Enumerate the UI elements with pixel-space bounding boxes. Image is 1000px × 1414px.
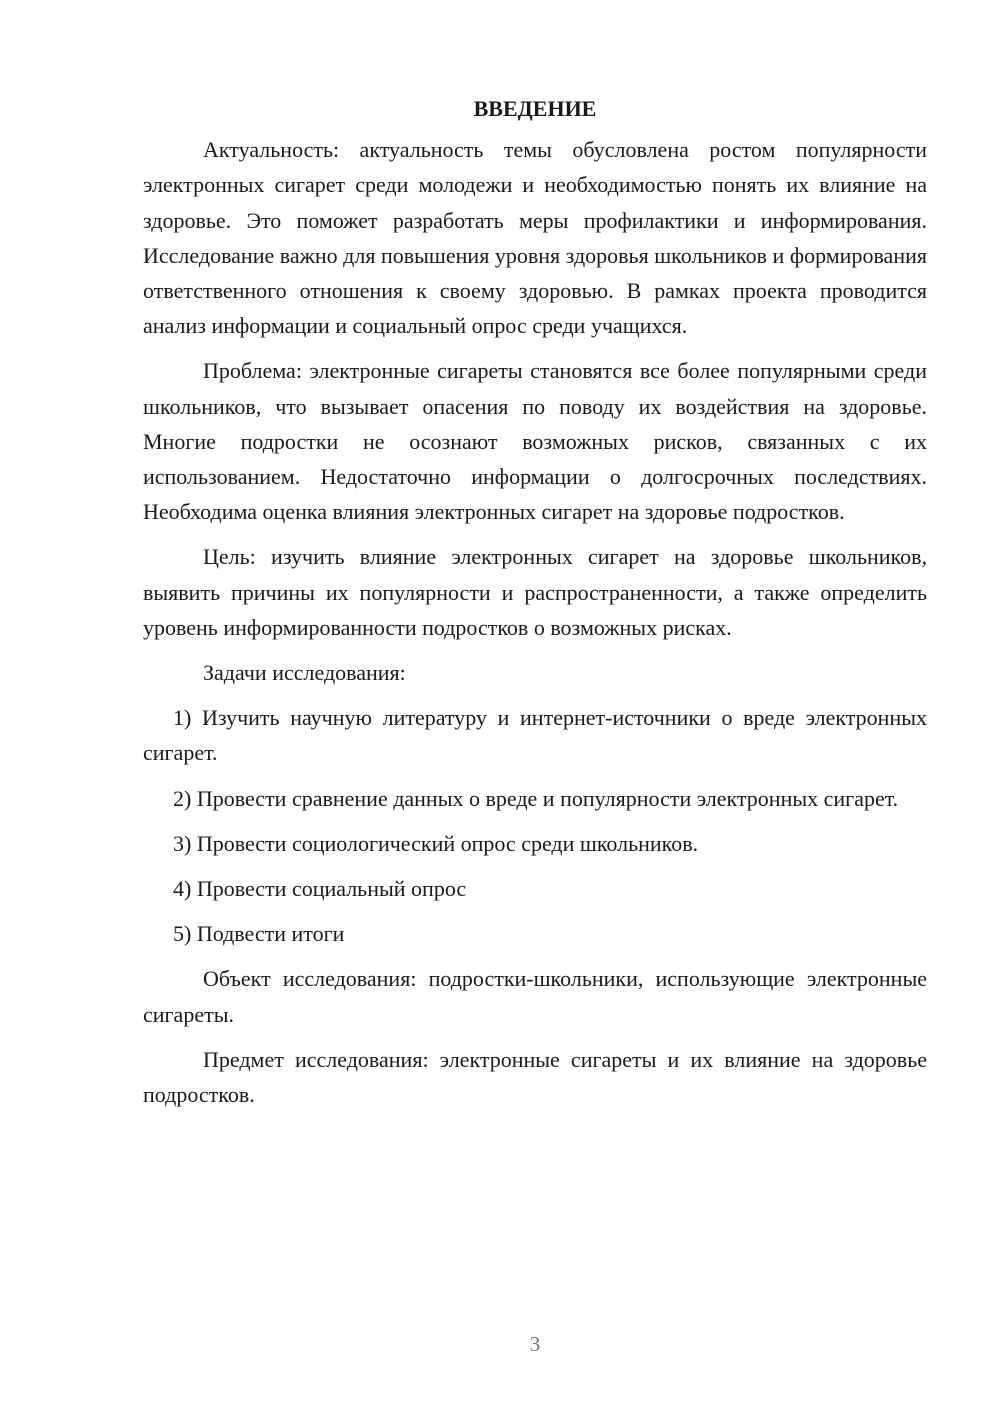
task-item-4: 4) Провести социальный опрос	[173, 876, 467, 902]
section-title: ВВЕДЕНИЕ	[473, 96, 597, 121]
paragraph-problem: Проблема: электронные сигареты становятся все более популярными среди школьников, что вызывает опасения по поводу их воздействия на здоровье. Многие подростки не осознают возможных рисков, связанных с их использованием. Недостаточно информации о долгосрочных последствиях. Необходима оценка влияния электронных сигарет на здоровье подростков.	[143, 358, 927, 525]
paragraph-relevance: Актуальность: актуальность темы обусловлена ростом популярности электронных сигарет среди молодежи и необходимостью понять их влияние на здоровье. Это поможет разработать меры профилактики и информирования. Исследование важно для повышения уровня здоровья школьников и формирования ответственного отношения к своему здоровью. В рамках проекта проводится анализ информации и социальный опрос среди учащихся.	[143, 137, 927, 339]
paragraph-goal: Цель: изучить влияние электронных сигарет на здоровье школьников, выявить причины их популярности и распространенности, а также определить уровень информированности подростков о возможных рисках.	[143, 544, 927, 640]
task-item-2: 2) Провести сравнение данных о вреде и популярности электронных сигарет.	[173, 785, 899, 811]
task-item-1: 1) Изучить научную литературу и интернет-источники о вреде электронных сигарет.	[143, 705, 927, 766]
task-item-5: 5) Подвести итоги	[173, 921, 345, 947]
tasks-heading: Задачи исследования:	[203, 660, 406, 686]
paragraph-subject: Предмет исследования: электронные сигареты и их влияние на здоровье подростков.	[143, 1046, 927, 1108]
document-body	[143, 91, 927, 1122]
task-item-3: 3) Провести социологический опрос среди школьников.	[173, 830, 699, 856]
page-number: 3	[529, 1332, 541, 1356]
paragraph-object: Объект исследования: подростки-школьники, использующие электронные сигареты.	[143, 966, 927, 1027]
